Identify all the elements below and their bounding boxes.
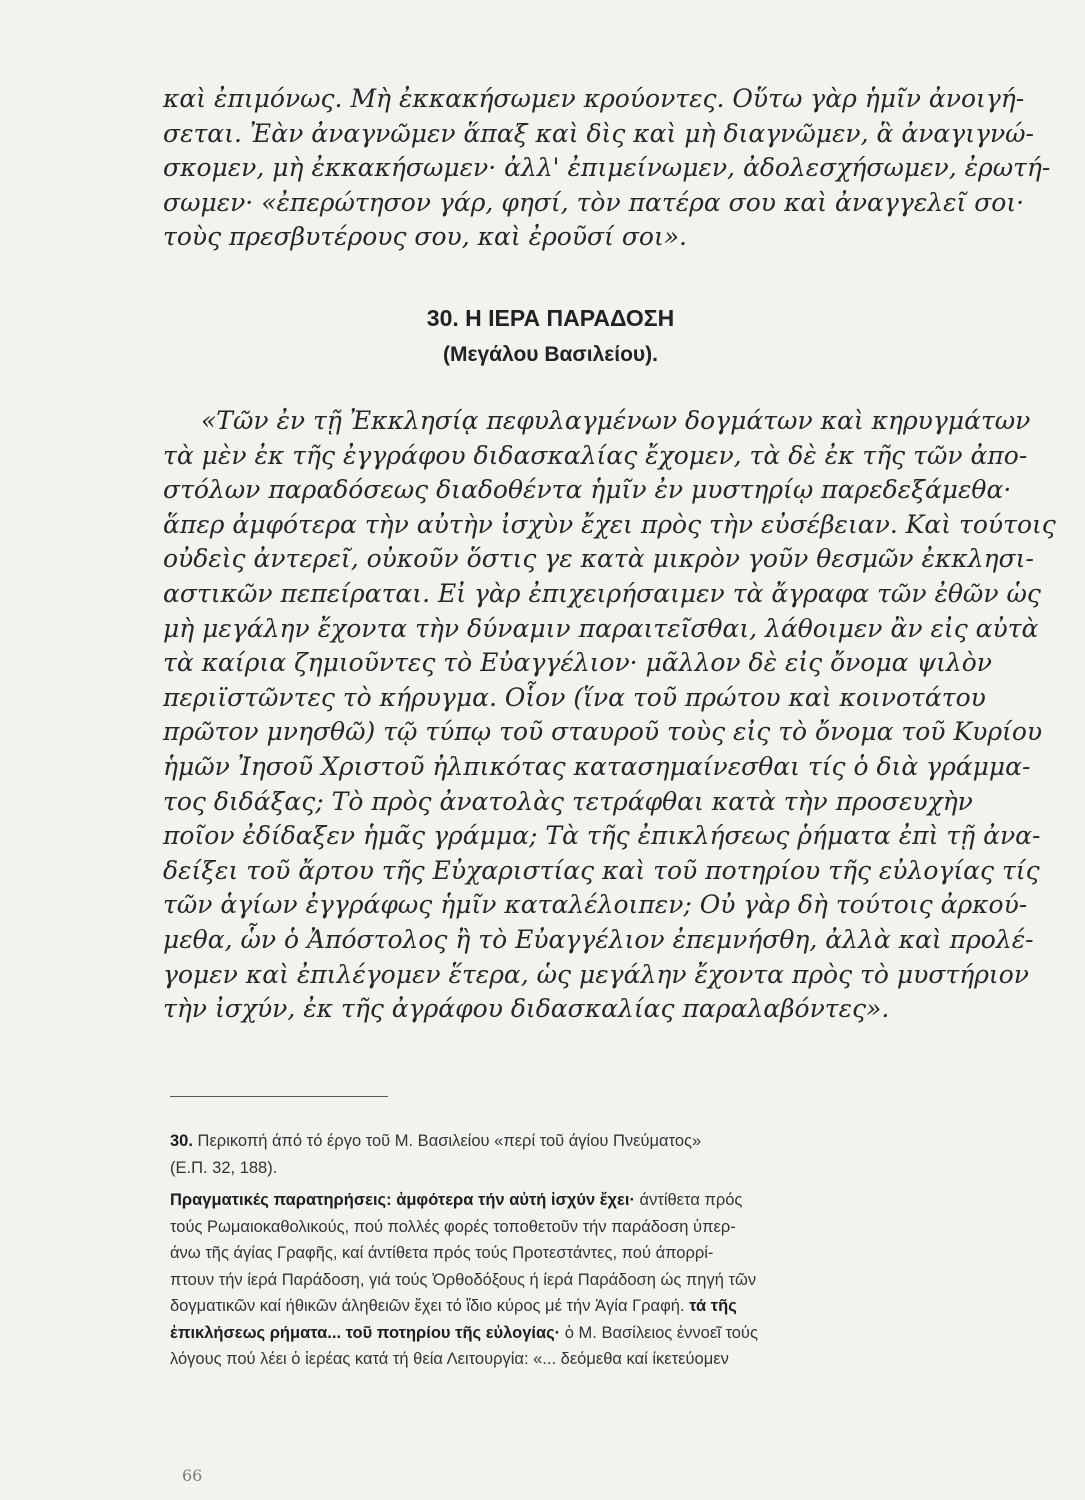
text-line: τὴν ἰσχύν, ἐκ τῆς ἀγράφου διδασκαλίας παραλαβόντες».	[163, 994, 890, 1024]
remarks-line: τούς Ρωμαιοκαθολικούς, πού πολλές φορές τοποθετοῦν τήν παράδοση ὑπερ-	[170, 1217, 736, 1236]
text-line: γομεν καὶ ἐπιλέγομεν ἕτερα, ὡς μεγάλην ἔχοντα πρὸς τὸ μυστήριον	[163, 959, 1029, 989]
text-line: δείξει τοῦ ἄρτου τῆς Εὐχαριστίας καὶ τοῦ ποτηρίου τῆς εὐλογίας τίς	[163, 855, 1040, 885]
footnote-number: 30.	[170, 1132, 193, 1150]
remarks-line: δογματικῶν καί ήθικῶν άληθειῶν ἔχει τό ἴδιο κύρος μέ τήν Ἁγία Γραφή. τά τῆς	[170, 1297, 737, 1315]
text-line: σεται. Ἐὰν ἀναγνῶμεν ἅπαξ καὶ δὶς καὶ μὴ διαγνῶμεν, ἃ ἀναγιγνώ-	[163, 118, 1034, 148]
text-line: ποῖον ἐδίδαξεν ἡμᾶς γράμμα; Τὰ τῆς ἐπικλήσεως ῥήματα ἐπὶ τῇ ἀνα-	[163, 821, 1041, 851]
text-line: αστικῶν πεπείραται. Εἰ γὰρ ἐπιχειρήσαιμεν τὰ ἄγραφα τῶν ἐθῶν ὡς	[163, 578, 1041, 608]
intro-paragraph	[163, 82, 1051, 255]
text-line: σωμεν· «ἐπερώτησον γάρ, φησί, τὸν πατέρα σου καὶ ἀναγγελεῖ σοι·	[163, 187, 1025, 217]
text-line: σκομεν, μὴ ἐκκακήσωμεν· ἀλλ' ἐπιμείνωμεν, ἀδολεσχήσωμεν, ἐρωτή-	[163, 153, 1051, 183]
text-line: τος διδάξας; Τὸ πρὸς ἀνατολὰς τετράφθαι κατὰ τὴν προσευχὴν	[163, 786, 973, 816]
text-line: ἡμῶν Ἰησοῦ Χριστοῦ ἠλπικότας κατασημαίνεσθαι τίς ὁ διὰ γράμμα-	[163, 751, 1031, 781]
text-line: «Τῶν ἐν τῇ Ἐκκλησίᾳ πεφυλαγμένων δογμάτων καὶ κηρυγμάτων	[201, 406, 1031, 435]
section-subtitle: (Μεγάλου Βασιλείου).	[443, 343, 658, 366]
quote-paragraph	[163, 404, 1056, 1027]
text-line: τὰ μὲν ἐκ τῆς ἐγγράφου διδασκαλίας ἔχομεν, τὰ δὲ ἐκ τῆς τῶν ἀπο-	[163, 440, 1028, 470]
text-line: οὐδεὶς ἀντερεῖ, οὐκοῦν ὅστις γε κατὰ μικρὸν γοῦν θεσμῶν ἐκκλησι-	[163, 544, 1034, 574]
remarks-line: ἐπικλήσεως ρήματα... τοῦ ποτηρίου τῆς εὐλογίας· ὁ Μ. Βασίλειος ἐννοεῖ τούς	[170, 1323, 758, 1342]
footnote-divider	[170, 1096, 388, 1097]
text-line: τοὺς πρεσβυτέρους σου, καὶ ἐροῦσί σοι».	[163, 222, 687, 252]
remarks-line: πτουν τήν ίερά Παράδοση, γιά τούς Ὀρθοδόξους ή ίερά Παράδοση ώς πηγή τῶν	[170, 1270, 757, 1289]
text-line: πρῶτον μνησθῶ) τῷ τύπῳ τοῦ σταυροῦ τοὺς εἰς τὸ ὄνομα τοῦ Κυρίου	[163, 717, 1043, 747]
text-line: καὶ ἐπιμόνως. Μὴ ἐκκακήσωμεν κρούοντες. Οὕτω γὰρ ἡμῖν ἀνοιγή-	[163, 84, 1025, 113]
text-line: μεθα, ὧν ὁ Ἀπόστολος ἢ τὸ Εὐαγγέλιον ἐπεμνήσθη, ἀλλὰ καὶ προλέ-	[163, 924, 1034, 954]
text-line: στόλων παραδόσεως διαδοθέντα ἡμῖν ἐν μυστηρίῳ παρεδεξάμεθα·	[163, 475, 1012, 505]
footnotes	[170, 1128, 1050, 1373]
remarks-line: Πραγματικές παρατηρήσεις: ἀμφότερα τήν αὐτή ἰσχύν ἔχει· άντίθετα πρός	[170, 1191, 743, 1209]
section-title: 30. Η ΙΕΡΑ ΠΑΡΑΔΟΣΗ	[426, 305, 675, 331]
footnote-reference-line	[170, 1128, 1050, 1155]
text-line: περιϊστῶντες τὸ κήρυγμα. Οἷον (ἵνα τοῦ πρώτου καὶ κοινοτάτου	[163, 682, 986, 712]
remarks-line: άνω τῆς άγίας Γραφῆς, καί άντίθετα πρός τούς Προτεστάντες, πού άπορρί-	[170, 1244, 714, 1262]
footnote-text: Περικοπή άπό τό έργο τοῦ Μ. Βασιλείου «περί τοῦ άγίου Πνεύματος»	[197, 1132, 702, 1150]
text-line: τῶν ἁγίων ἐγγράφως ἡμῖν καταλέλοιπεν; Οὐ γὰρ δὴ τούτοις ἀρκού-	[163, 890, 1028, 920]
text-line: μὴ μεγάλην ἔχοντα τὴν δύναμιν παραιτεῖσθαι, λάθοιμεν ἂν εἰς αὐτὰ	[163, 613, 1039, 643]
text-line: τὰ καίρια ζημιοῦντες τὸ Εὐαγγέλιον· μᾶλλον δὲ εἰς ὄνομα ψιλὸν	[163, 648, 993, 678]
remarks-label: Πραγματικές παρατηρήσεις: ἀμφότερα τήν αὐτή ἰσχύν ἔχει·	[170, 1191, 635, 1209]
page-number: 66	[182, 1466, 203, 1485]
remarks-line: λόγους πού λέει ὁ ἱερέας κατά τή θεία Λειτουργία: «... δεόμεθα καί ίκετεύομεν	[170, 1350, 729, 1368]
text-line: ἅπερ ἀμφότερα τὴν αὐτὴν ἰσχὺν ἔχει πρὸς τὴν εὐσέβειαν. Καὶ τούτοις	[163, 509, 1056, 539]
footnote-text: (Ε.Π. 32, 188).	[170, 1158, 278, 1177]
